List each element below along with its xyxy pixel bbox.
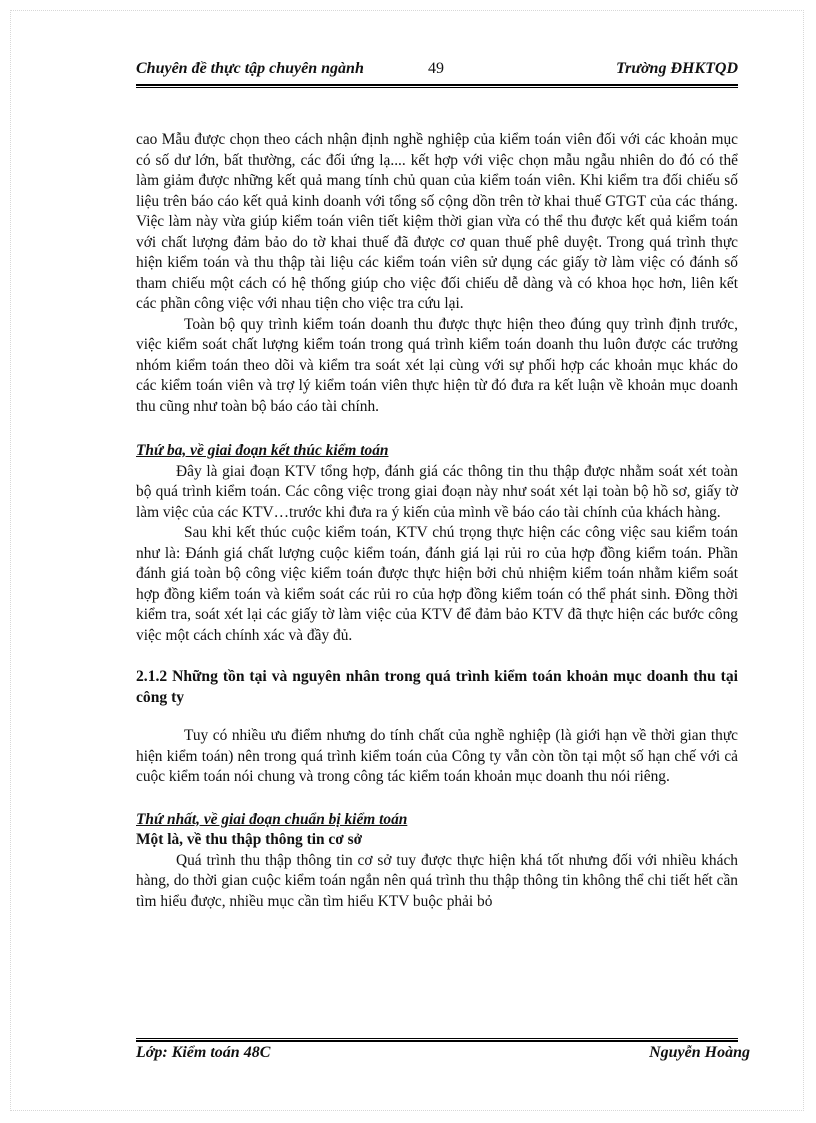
heading-first-stage: Thứ nhất, về giai đoạn chuẩn bị kiểm toán	[136, 810, 408, 828]
page-header	[136, 60, 738, 84]
paragraph-stage-summary: Đây là giai đoạn KTV tổng hợp, đánh giá các thông tin thu thập được nhằm soát xét toàn bộ quá trình kiểm toán. Các công việc trong giai đoạn này như soát xét lại toàn bộ hồ sơ, giấy tờ làm việc của các KTV…trước khi đưa ra ý kiến của mình về báo cáo tài chính của khách hàng.	[136, 462, 738, 521]
header-document-title: Chuyên đề thực tập chuyên ngành	[136, 60, 364, 77]
header-university: Trường ĐHKTQD	[615, 60, 738, 77]
paragraph-info-collection: Quá trình thu thập thông tin cơ sở tuy được thực hiện khá tốt nhưng đối với nhiều khách hàng, do thời gian cuộc kiểm toán ngắn nên quá trình thu thập thông tin không thể chi tiết hết cần tìm hiểu được, nhiều mục cần tìm hiểu KTV buộc phải bỏ	[136, 851, 738, 910]
footer-class: Lớp: Kiểm toán 48C	[136, 1044, 271, 1061]
header-rule	[136, 84, 738, 88]
page-footer	[136, 1044, 750, 1066]
paragraph-post-audit: Sau khi kết thúc cuộc kiểm toán, KTV chú trọng thực hiện các công việc sau kiểm toán như là: Đánh giá chất lượng cuộc kiểm toán, đánh giá lại rủi ro của hợp đồng kiểm toán. Phần đánh giá toàn bộ công việc kiểm toán được thực hiện bởi chủ nhiệm kiểm toán nhằm kiểm soát hợp đồng kiểm toán và kiểm soát các rủi ro của hợp đồng kiểm toán có thể phát sinh. Đồng thời kiểm tra, soát xét lại các giấy tờ làm việc của KTV để đảm bảo KTV đã thực hiện các bước công việc một cách chính xác và đầy đủ.	[136, 524, 738, 644]
paragraph-limitations: Tuy có nhiều ưu điểm nhưng do tính chất của nghề nghiệp (là giới hạn về thời gian thực hiện kiểm toán) nên trong quá trình kiểm toán của Công ty vẫn còn tồn tại một số hạn chế với cả cuộc kiểm toán nói chung và trong công tác kiểm toán khoản mục doanh thu nói riêng.	[136, 727, 738, 785]
heading-third-stage: Thứ ba, về giai đoạn kết thúc kiểm toán	[136, 442, 389, 459]
subheading-basic-info: Một là, về thu thập thông tin cơ sở	[136, 831, 363, 848]
document-body	[136, 130, 738, 912]
header-page-number: 49	[428, 60, 444, 77]
section-heading-212: 2.1.2 Những tồn tại và nguyên nhân trong quá trình kiểm toán khoản mục doanh thu tại công ty	[136, 668, 738, 706]
footer-author: Nguyễn Hoàng	[649, 1044, 750, 1061]
paragraph-revenue-process: Toàn bộ quy trình kiểm toán doanh thu được thực hiện theo đúng quy trình định trước, việc kiểm soát chất lượng kiểm toán trong quá trình kiểm toán doanh thu luôn được các trưởng nhóm kiểm toán theo dõi và kiểm tra soát xét lại cùng với sự phối hợp các khoản mục khác do các kiểm toán viên và trợ lý kiểm toán viên thực hiện từ đó đưa ra kết luận về khoản mục doanh thu cũng như toàn bộ báo cáo tài chính.	[136, 315, 738, 415]
footer-rule	[136, 1038, 738, 1042]
paragraph-sample-selection: cao Mẫu được chọn theo cách nhận định nghề nghiệp của kiểm toán viên đối với các khoản mục có số dư lớn, bất thường, các đối ứng lạ.... kết hợp với việc chọn mẫu ngẫu nhiên do đó có thể làm giảm được những kết quả mang tính chủ quan của kiểm toán viên. Khi kiểm tra đối chiếu số liệu trên báo cáo kết quả kinh doanh với tổng số cộng dồn trên tờ khai thuế GTGT của các tháng. Việc làm này vừa giúp kiểm toán viên tiết kiệm thời gian vừa có thể thu được kết quả kiểm toán với chất lượng đảm bảo do tờ khai thuế đã được cơ quan thuế phê duyệt. Trong quá trình thực hiện kiểm toán và thu thập tài liệu các kiểm toán viên sử dụng các giấy tờ làm việc có đánh số tham chiếu một cách có hệ thống giúp cho việc đối chiếu dễ dàng và có khoa học hơn, liên kết các phần công việc với nhau tiện cho việc tra cứu lại.	[136, 131, 738, 312]
